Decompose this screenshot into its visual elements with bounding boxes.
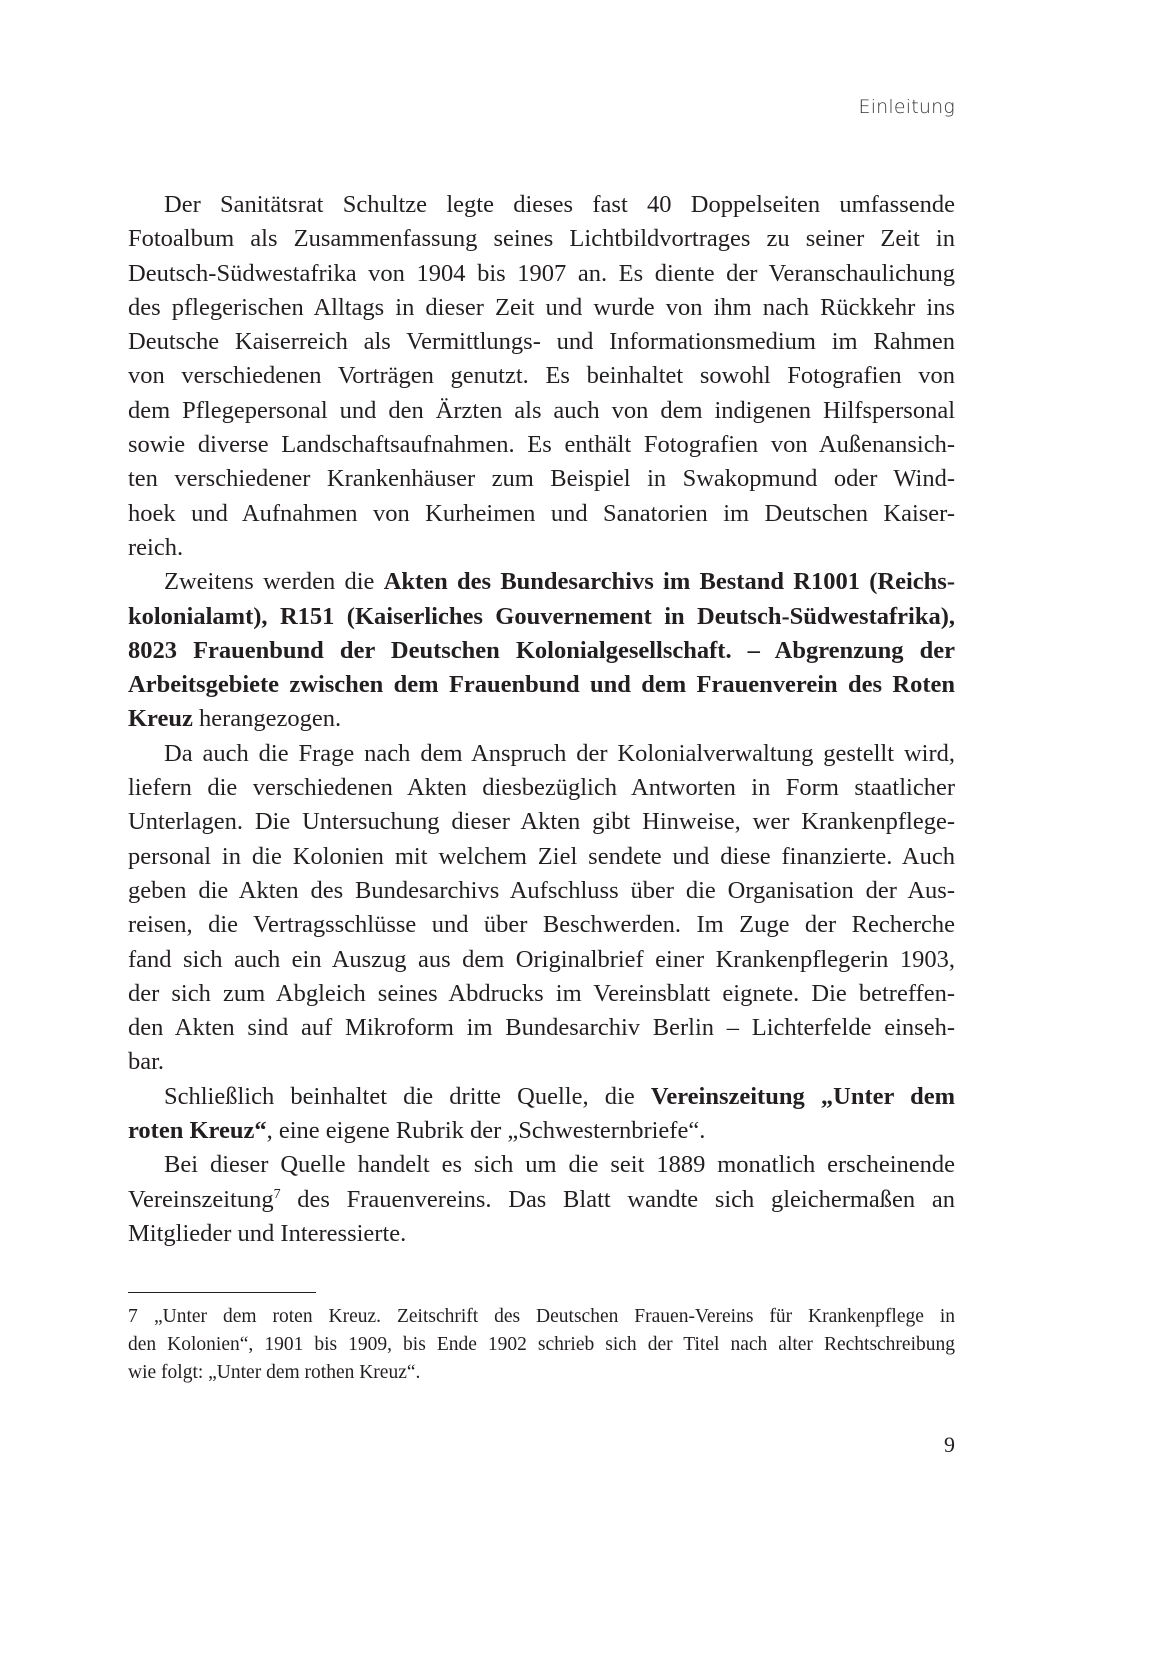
footnote-text: den Kolonien“, 1901 bis 1909, bis Ende 1902 schrieb sich der Titel nach alter Rechtschreibung bbox=[128, 1334, 955, 1355]
text-segment: Da auch die Frage nach dem Anspruch der Kolonialverwaltung gestellt wird, bbox=[164, 739, 955, 767]
text-line bbox=[128, 1011, 955, 1045]
text-segment: Deutsch-Südwestafrika von 1904 bis 1907 an. Es diente der Veranschaulichung bbox=[128, 259, 955, 287]
text-line bbox=[128, 325, 955, 359]
footnote-line bbox=[128, 1331, 955, 1359]
text-segment: von verschiedenen Vorträgen genutzt. Es beinhaltet sowohl Fotografien von bbox=[128, 362, 955, 390]
bold-text: Arbeitsgebiete zwischen dem Frauenbund und dem Frauenverein des Roten bbox=[128, 671, 955, 699]
text-segment: liefern die verschiedenen Akten diesbezüglich Antworten in Form staatlicher bbox=[128, 774, 955, 802]
text-line bbox=[128, 428, 955, 462]
text-segment: des pflegerischen Alltags in dieser Zeit und wurde von ihm nach Rückkehr ins bbox=[128, 293, 955, 321]
text-segment: Unterlagen. Die Untersuchung dieser Akten gibt Hinweise, wer Krankenpflege- bbox=[128, 808, 955, 836]
text-line bbox=[128, 840, 955, 874]
bold-text: roten Kreuz“ bbox=[128, 1117, 267, 1145]
text-segment: des Frauenvereins. Das Blatt wandte sich gleichermaßen an bbox=[280, 1185, 955, 1213]
text-segment: , eine eigene Rubrik der „Schwesternbriefe“. bbox=[266, 1117, 706, 1145]
footnote-line bbox=[128, 1303, 955, 1331]
text-line bbox=[128, 291, 955, 325]
text-segment: personal in die Kolonien mit welchem Ziel sendete und diese finanzierte. Auch bbox=[128, 842, 955, 870]
text-segment: fand sich auch ein Auszug aus dem Originalbrief einer Krankenpflegerin 1903, bbox=[128, 945, 955, 973]
text-segment: hoek und Aufnahmen von Kurheimen und Sanatorien im Deutschen Kaiser- bbox=[128, 499, 955, 527]
text-segment: bar. bbox=[128, 1048, 165, 1076]
bold-text: 8023 Frauenbund der Deutschen Kolonialgesellschaft. – Abgrenzung der bbox=[128, 636, 955, 664]
text-segment: Schließlich beinhaltet die dritte Quelle, die bbox=[164, 1082, 651, 1110]
text-line bbox=[128, 1148, 955, 1182]
text-line bbox=[128, 1080, 955, 1114]
text-line bbox=[128, 1045, 955, 1079]
page-number: 9 bbox=[944, 1432, 955, 1457]
text-segment: der sich zum Abgleich seines Abdrucks im Vereinsblatt eignete. Die betreffen- bbox=[128, 979, 955, 1007]
paragraph bbox=[128, 188, 955, 565]
text-line bbox=[128, 188, 955, 222]
text-line bbox=[128, 737, 955, 771]
text-line bbox=[128, 1217, 955, 1251]
text-segment: reich. bbox=[128, 533, 184, 561]
text-line bbox=[128, 634, 955, 668]
text-segment: Fotoalbum als Zusammenfassung seines Lichtbildvortrages zu seiner Zeit in bbox=[128, 225, 955, 253]
footnote-text: wie folgt: „Unter dem rothen Kreuz“. bbox=[128, 1362, 421, 1383]
footnote-line bbox=[128, 1359, 955, 1387]
text-segment: dem Pflegepersonal und den Ärzten als auch von dem indigenen Hilfspersonal bbox=[128, 396, 955, 424]
text-line bbox=[128, 943, 955, 977]
text-line bbox=[128, 874, 955, 908]
text-segment: Vereinszeitung bbox=[128, 1185, 274, 1213]
text-segment: ten verschiedener Krankenhäuser zum Beispiel in Swakopmund oder Wind- bbox=[128, 465, 955, 493]
text-segment: Zweitens werden die bbox=[164, 568, 384, 596]
text-line bbox=[128, 565, 955, 599]
paragraph bbox=[128, 737, 955, 1080]
text-segment: Bei dieser Quelle handelt es sich um die seit 1889 monatlich erscheinende bbox=[164, 1151, 955, 1179]
text-line bbox=[128, 702, 955, 736]
bold-text: kolonialamt), R151 (Kaiserliches Gouvernement in Deutsch-Südwestafrika), bbox=[128, 602, 955, 630]
text-line bbox=[128, 462, 955, 496]
text-line bbox=[128, 977, 955, 1011]
bold-text: Kreuz bbox=[128, 705, 193, 733]
footnote-reference: 7 bbox=[273, 1186, 281, 1202]
text-line bbox=[128, 805, 955, 839]
text-line bbox=[128, 531, 955, 565]
text-segment: reisen, die Vertragsschlüsse und über Beschwerden. Im Zuge der Recherche bbox=[128, 911, 955, 939]
text-line bbox=[128, 497, 955, 531]
text-segment: den Akten sind auf Mikroform im Bundesarchiv Berlin – Lichterfelde einseh- bbox=[128, 1014, 955, 1042]
running-header: Einleitung bbox=[858, 96, 955, 118]
text-line bbox=[128, 1183, 955, 1217]
text-segment: sowie diverse Landschaftsaufnahmen. Es enthält Fotografien von Außenansich- bbox=[128, 431, 955, 459]
paragraph bbox=[128, 1080, 955, 1149]
text-line bbox=[128, 257, 955, 291]
text-line bbox=[128, 908, 955, 942]
text-segment: Der Sanitätsrat Schultze legte dieses fast 40 Doppelseiten umfassende bbox=[164, 191, 955, 218]
text-line bbox=[128, 771, 955, 805]
text-line bbox=[128, 600, 955, 634]
text-segment: herangezogen. bbox=[192, 705, 342, 733]
paragraph bbox=[128, 1148, 955, 1251]
text-line bbox=[128, 668, 955, 702]
footnote-divider bbox=[128, 1292, 316, 1293]
bold-text: Vereinszeitung „Unter dem bbox=[650, 1082, 955, 1110]
paragraph bbox=[128, 565, 955, 736]
footnote-number: 7 bbox=[128, 1306, 138, 1327]
footnote bbox=[128, 1303, 955, 1387]
text-line bbox=[128, 222, 955, 256]
footnote-text: „Unter dem roten Kreuz. Zeitschrift des Deutschen Frauen-Vereins für Krankenpflege in bbox=[154, 1306, 955, 1327]
bold-text: Akten des Bundesarchivs im Bestand R1001 (Reichs- bbox=[383, 568, 955, 596]
text-line bbox=[128, 394, 955, 428]
text-segment: Deutsche Kaiserreich als Vermittlungs- und Informationsmedium im Rahmen bbox=[128, 328, 955, 356]
text-segment: Mitglieder und Interessierte. bbox=[128, 1219, 407, 1247]
body-text bbox=[128, 188, 955, 1251]
text-line bbox=[128, 1114, 955, 1148]
text-line bbox=[128, 359, 955, 393]
text-segment: geben die Akten des Bundesarchivs Aufschluss über die Organisation der Aus- bbox=[128, 876, 955, 904]
